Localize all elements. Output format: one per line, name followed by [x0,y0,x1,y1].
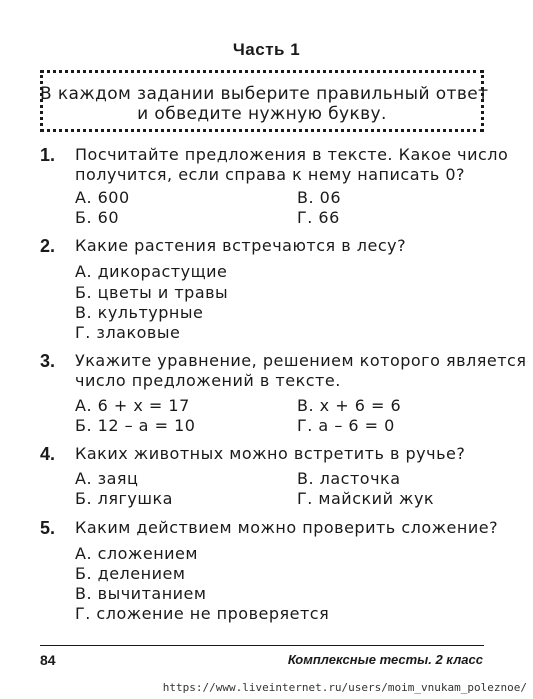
question-number: 5. [40,518,56,538]
instruction-text [40,84,489,124]
answer-option[interactable]: Г. 66 [297,208,340,227]
question-text [75,351,527,391]
question-text [75,145,509,185]
answer-option[interactable]: В. культурные [75,303,204,322]
answer-option[interactable]: Г. a – 6 = 0 [297,416,395,435]
answer-option[interactable]: Г. злаковые [75,323,181,342]
question-line: Посчитайте предложения в тексте. Какое число [75,145,509,164]
question-number: 1. [40,145,56,165]
answer-option[interactable]: В. ласточка [297,469,401,488]
question-text [75,236,495,256]
instruction-line-1: В каждом задании выберите правильный ответ [40,84,489,104]
footer-divider [40,645,484,646]
question-line: получится, если справа к нему написать 0? [75,165,466,184]
answer-option[interactable]: В. 06 [297,188,342,207]
question-line: Каких животных можно встретить в ручье? [75,444,466,463]
question-text [75,518,499,538]
answer-option[interactable]: В. вычитанием [75,584,207,603]
answer-option[interactable]: А. 600 [75,188,130,207]
answer-option[interactable]: Б. лягушка [75,489,173,508]
book-title: Комплексные тесты. 2 класс [287,652,483,667]
answer-option[interactable]: Б. цветы и травы [75,283,229,302]
answer-option[interactable]: А. 6 + x = 17 [75,396,190,415]
question-text [75,444,495,464]
answer-option[interactable]: А. дикорастущие [75,262,228,281]
question-line: Какие растения встречаются в лесу? [75,236,407,255]
section-heading: Часть 1 [232,40,301,59]
answer-option[interactable]: Б. делением [75,564,186,583]
question-line: Каким действием можно проверить сложение? [75,518,499,537]
answer-option[interactable]: В. x + 6 = 6 [297,396,402,415]
answer-option[interactable]: А. сложением [75,544,198,563]
answer-option[interactable]: Б. 12 – a = 10 [75,416,196,435]
answer-option[interactable]: Г. сложение не проверяется [75,604,330,623]
watermark-url: https://www.liveinternet.ru/users/moim_vnukam_poleznoe/ [162,681,527,694]
question-number: 4. [40,444,56,464]
page-number: 84 [40,652,56,668]
answer-option[interactable]: Б. 60 [75,208,120,227]
question-line: число предложений в тексте. [75,371,341,390]
answer-option[interactable]: А. заяц [75,469,139,488]
question-line: Укажите уравнение, решением которого является [75,351,527,370]
answer-option[interactable]: Г. майский жук [297,489,435,508]
instruction-line-2: и обведите нужную букву. [137,104,387,124]
question-number: 2. [40,236,56,256]
question-number: 3. [40,351,56,371]
